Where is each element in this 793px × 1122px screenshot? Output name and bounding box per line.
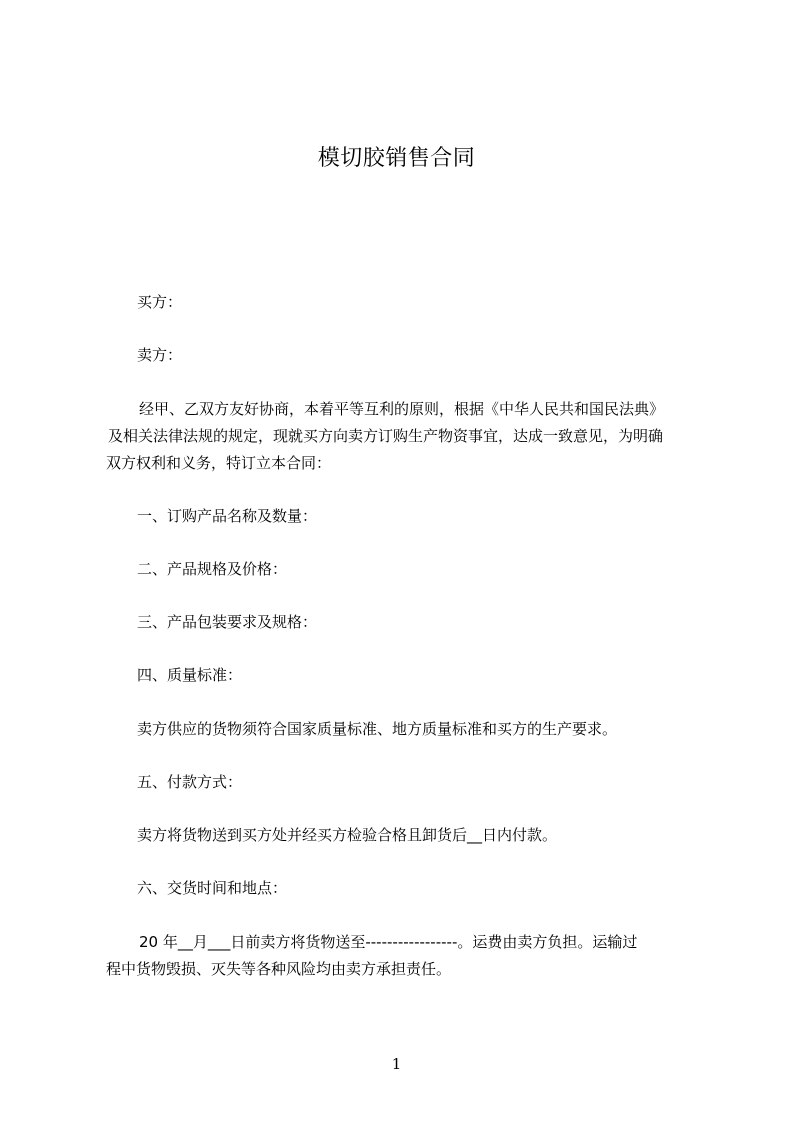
- seller-label: 卖方：: [137, 346, 183, 364]
- section-6-body-line-2: 程中货物毁损、灭失等各种风险均由卖方承担责任。: [106, 960, 452, 978]
- section-5-heading: 五、付款方式：: [137, 773, 243, 791]
- section-6-heading: 六、交货时间和地点：: [137, 879, 288, 897]
- section-6-body-line-1: 20 年__月___日前卖方将货物送至-----------------。运费由卖方负担。运输过: [139, 933, 638, 951]
- buyer-label: 买方：: [137, 293, 183, 311]
- intro-paragraph-line-1: 经甲、乙双方友好协商，本着平等互利的原则，根据《中华人民共和国民法典》: [139, 400, 665, 418]
- document-title: 模切胶销售合同: [317, 146, 476, 171]
- section-2-heading: 二、产品规格及价格：: [137, 560, 288, 578]
- section-3-heading: 三、产品包装要求及规格：: [137, 613, 318, 631]
- page-number: 1: [391, 1055, 402, 1073]
- section-4-body: 卖方供应的货物须符合国家质量标准、地方质量标准和买方的生产要求。: [137, 720, 618, 738]
- intro-paragraph-line-2: 及相关法律法规的规定，现就买方向卖方订购生产物资事宜，达成一致意见，为明确: [108, 427, 664, 445]
- intro-paragraph-line-3: 双方权利和义务，特订立本合同：: [106, 454, 332, 472]
- section-1-heading: 一、订购产品名称及数量：: [137, 507, 318, 525]
- section-4-heading: 四、质量标准：: [137, 666, 243, 684]
- section-5-body: 卖方将货物送到买方处并经买方检验合格且卸货后__日内付款。: [137, 826, 558, 844]
